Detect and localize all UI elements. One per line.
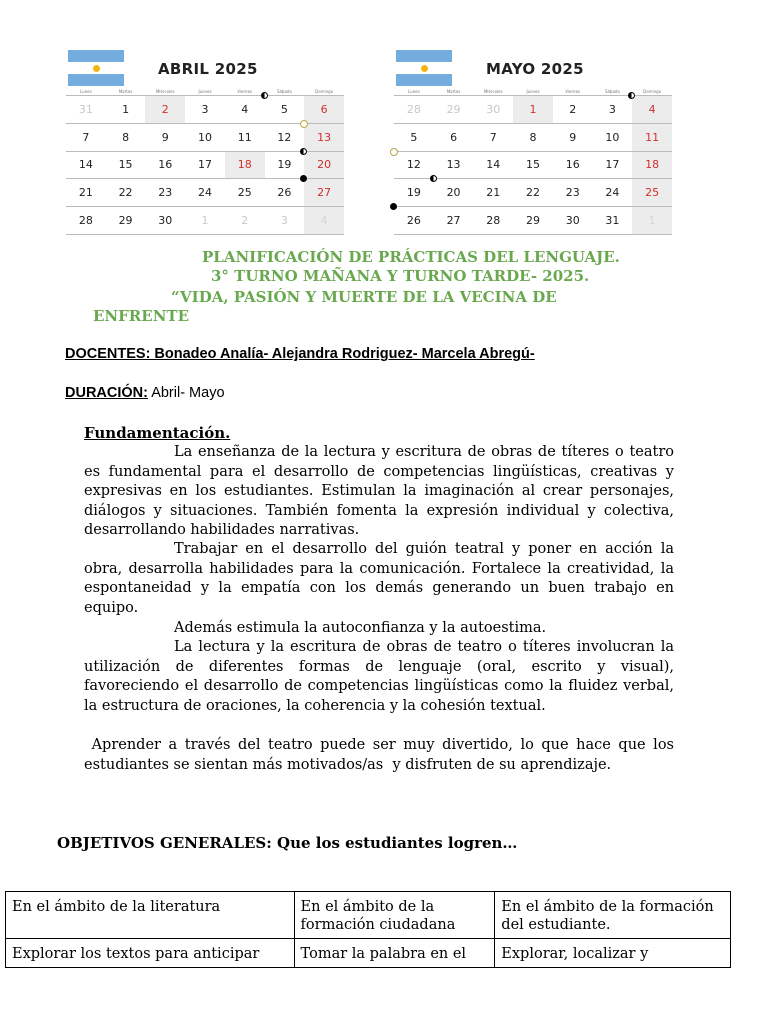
calendar-day-number: 16 <box>158 158 173 172</box>
calendar-day-number: 22 <box>118 186 133 200</box>
calendar-day-number: 9 <box>161 130 169 144</box>
weekday-label: Domingo <box>643 89 662 94</box>
calendar-day-number: 13 <box>446 158 461 172</box>
paragraph-text: La lectura y la escritura de obras de teatro o títeres involucran la utilización de diferentes formas de lenguaje (oral, escrito y visual), favoreciendo el desarrollo de competencias lingüísticas como la fluidez verbal, la estructura de oraciones, la coherencia y la cohesión textual. <box>84 639 674 714</box>
calendar-day <box>185 124 225 152</box>
calendar-day-number: 13 <box>317 130 332 144</box>
paragraph-text: La enseñanza de la lectura y escritura de obras de títeres o teatro es fundamental para el desarrollo de competencias lingüísticas, creativas y expresivas en los estudiantes. Estimulan la imaginación al crear personajes, diálogos y situaciones. También fomenta la expresión individual y colectiva, desarrollando habilidades narrativas. <box>84 444 674 538</box>
calendar-day <box>265 152 305 180</box>
new-moon-icon <box>390 203 397 210</box>
weekday-label: Lunes <box>79 89 92 94</box>
calendar-day <box>632 124 672 152</box>
calendar-day <box>434 179 474 207</box>
calendar-day-number: 23 <box>565 186 580 200</box>
weekday-label: Martes <box>118 89 133 94</box>
calendar-day <box>394 124 434 152</box>
calendar-day <box>66 124 106 152</box>
calendar-day-number: 31 <box>605 214 620 228</box>
title-line-1: PLANIFICACIÓN DE PRÁCTICAS DEL LENGUAJE. <box>202 248 620 266</box>
calendar-day-number: 12 <box>406 158 421 172</box>
calendar-day <box>66 207 106 235</box>
calendar-day <box>225 96 265 124</box>
calendar-day-number: 1 <box>529 102 537 116</box>
calendar-month-title: ABRIL 2025 <box>158 60 258 78</box>
weekday-label: Lunes <box>407 89 420 94</box>
argentina-flag-icon <box>396 50 452 86</box>
calendar-day <box>593 96 633 124</box>
calendar-day-number: 12 <box>277 130 292 144</box>
calendar-day <box>304 124 344 152</box>
full-moon-icon <box>390 148 398 156</box>
calendar-day-number: 7 <box>82 130 90 144</box>
calendar-day-number: 16 <box>565 158 580 172</box>
calendar-day <box>265 124 305 152</box>
objetivos-heading: OBJETIVOS GENERALES: Que los estudiantes logren… <box>57 834 518 852</box>
calendar-day-number: 2 <box>161 102 169 116</box>
calendar-day-number: 18 <box>645 158 660 172</box>
calendar-day <box>593 179 633 207</box>
weekday-label: Jueves <box>526 89 540 94</box>
argentina-flag-icon <box>68 50 124 86</box>
calendar-day-number: 11 <box>237 130 252 144</box>
calendar-abril <box>66 48 344 236</box>
fundamentacion-paragraph-4 <box>84 638 674 716</box>
calendar-day-number: 22 <box>525 186 540 200</box>
calendar-day-number: 26 <box>406 214 421 228</box>
calendar-day-number: 28 <box>406 102 421 116</box>
calendar-day-number: 17 <box>605 158 620 172</box>
calendar-day <box>553 124 593 152</box>
calendar-day <box>434 207 474 235</box>
calendar-day <box>106 207 146 235</box>
table-header-row <box>6 892 731 939</box>
calendar-grid <box>394 95 672 235</box>
fundamentacion-paragraph-3 <box>84 619 674 639</box>
calendar-day-number: 27 <box>446 214 461 228</box>
calendar-day <box>473 124 513 152</box>
calendar-day <box>394 207 434 235</box>
table-cell: En el ámbito de la formación ciudadana <box>294 892 495 939</box>
calendar-day <box>394 179 434 207</box>
calendar-day-number: 17 <box>197 158 212 172</box>
calendar-day-number: 30 <box>158 214 173 228</box>
calendar-day <box>593 207 633 235</box>
calendar-day <box>145 207 185 235</box>
calendar-day-number: 1 <box>648 214 656 228</box>
calendar-day <box>434 96 474 124</box>
weekday-label: Viernes <box>237 89 253 94</box>
calendar-day <box>145 152 185 180</box>
calendar-day-number: 28 <box>486 214 501 228</box>
calendar-day <box>553 96 593 124</box>
calendar-day <box>106 124 146 152</box>
calendar-day <box>473 152 513 180</box>
weekday-label: Sábado <box>276 89 292 94</box>
calendar-day <box>265 96 305 124</box>
docentes-line: DOCENTES: Bonadeo Analía- Alejandra Rodriguez- Marcela Abregú- <box>65 346 535 362</box>
calendar-day-number: 19 <box>277 158 292 172</box>
weekday-label: Miércoles <box>155 89 175 94</box>
new-moon-icon <box>300 175 307 182</box>
calendar-day <box>106 152 146 180</box>
calendar-day-number: 29 <box>446 102 461 116</box>
calendar-day-number: 6 <box>450 130 458 144</box>
calendar-day <box>145 124 185 152</box>
calendar-day-number: 24 <box>197 186 212 200</box>
calendar-day-number: 30 <box>565 214 580 228</box>
calendar-day <box>513 179 553 207</box>
calendar-day-number: 14 <box>486 158 501 172</box>
duracion-label: DURACIÓN: <box>65 385 148 401</box>
full-moon-icon <box>300 120 308 128</box>
calendar-day <box>66 179 106 207</box>
title-line-4: ENFRENTE <box>93 307 189 325</box>
calendar-day-number: 29 <box>118 214 133 228</box>
calendar-day <box>106 179 146 207</box>
calendar-day <box>473 179 513 207</box>
calendar-day-number: 4 <box>320 214 328 228</box>
calendar-day-number: 24 <box>605 186 620 200</box>
calendar-day-number: 4 <box>241 102 249 116</box>
calendar-day-number: 31 <box>78 102 93 116</box>
calendar-day <box>304 207 344 235</box>
fundamentacion-paragraph-1 <box>84 443 674 541</box>
calendar-day-number: 20 <box>317 158 332 172</box>
calendar-day <box>513 124 553 152</box>
calendar-day <box>185 179 225 207</box>
calendar-day-number: 30 <box>486 102 501 116</box>
calendar-day-number: 14 <box>78 158 93 172</box>
calendar-day-number: 21 <box>486 186 501 200</box>
calendar-day <box>225 179 265 207</box>
calendar-mayo <box>394 48 672 236</box>
calendar-day-number: 20 <box>446 186 461 200</box>
calendar-day <box>632 152 672 180</box>
calendar-day <box>434 152 474 180</box>
quarter-moon-icon <box>430 175 437 182</box>
calendar-day <box>553 152 593 180</box>
table-cell: Tomar la palabra en el <box>294 939 495 968</box>
quarter-moon-icon <box>261 92 268 99</box>
calendar-day-number: 1 <box>122 102 130 116</box>
paragraph-text: Trabajar en el desarrollo del guión teatral y poner en acción la obra, desarrolla habilidades para la comunicación. Fortalece la creatividad, la espontaneidad y la empatía con los demás generando un buen trabajo en equipo. <box>84 541 674 616</box>
calendar-day <box>553 179 593 207</box>
calendar-day-number: 18 <box>237 158 252 172</box>
calendar-day <box>304 96 344 124</box>
calendar-day-number: 1 <box>201 214 209 228</box>
calendar-day <box>225 152 265 180</box>
calendar-day <box>145 96 185 124</box>
calendar-day <box>593 152 633 180</box>
calendar-day <box>265 207 305 235</box>
objetivos-table <box>5 891 731 968</box>
calendar-grid <box>66 95 344 235</box>
calendar-day-number: 9 <box>569 130 577 144</box>
fundamentacion-heading: Fundamentación. <box>84 424 231 442</box>
calendar-day-number: 28 <box>78 214 93 228</box>
calendar-day <box>185 207 225 235</box>
calendar-day-number: 10 <box>605 130 620 144</box>
calendar-day-number: 8 <box>122 130 130 144</box>
table-cell: Explorar, localizar y <box>495 939 731 968</box>
table-cell: En el ámbito de la formación del estudiante. <box>495 892 731 939</box>
calendar-day <box>304 179 344 207</box>
calendar-day-number: 23 <box>158 186 173 200</box>
calendar-day <box>225 207 265 235</box>
calendar-day <box>513 207 553 235</box>
calendar-day-number: 4 <box>648 102 656 116</box>
calendar-day-number: 6 <box>320 102 328 116</box>
calendar-day <box>394 152 434 180</box>
paragraph-text: Además estimula la autoconfianza y la autoestima. <box>174 620 547 636</box>
table-cell: Explorar los textos para anticipar <box>6 939 295 968</box>
table-cell: En el ámbito de la literatura <box>6 892 295 939</box>
calendar-day <box>394 96 434 124</box>
calendar-day-number: 3 <box>201 102 209 116</box>
quarter-moon-icon <box>628 92 635 99</box>
calendar-day <box>304 152 344 180</box>
fundamentacion-paragraph-5 <box>84 736 679 775</box>
calendar-day <box>513 96 553 124</box>
calendar-day-number: 19 <box>406 186 421 200</box>
weekday-label: Martes <box>446 89 461 94</box>
calendar-day <box>66 96 106 124</box>
table-row <box>6 939 731 968</box>
calendar-day <box>434 124 474 152</box>
weekday-label: Jueves <box>198 89 212 94</box>
calendar-day <box>593 124 633 152</box>
calendar-day <box>473 207 513 235</box>
calendar-day <box>632 96 672 124</box>
paragraph-text: Aprender a través del teatro puede ser muy divertido, lo que hace que los estudiantes se sientan más motivados/as y disfruten de su aprendizaje. <box>84 737 679 773</box>
calendar-day-number: 27 <box>317 186 332 200</box>
calendar-month-title: MAYO 2025 <box>486 60 584 78</box>
calendar-day-number: 2 <box>241 214 249 228</box>
weekday-label: Viernes <box>565 89 581 94</box>
weekday-label: Domingo <box>315 89 334 94</box>
calendar-day <box>553 207 593 235</box>
calendar-day <box>185 96 225 124</box>
calendar-day-number: 8 <box>529 130 537 144</box>
calendar-day <box>66 152 106 180</box>
calendar-day <box>473 96 513 124</box>
calendar-day-number: 15 <box>525 158 540 172</box>
weekday-label: Miércoles <box>483 89 503 94</box>
calendar-day-number: 3 <box>280 214 288 228</box>
calendar-day-number: 15 <box>118 158 133 172</box>
calendar-day <box>106 96 146 124</box>
calendar-day <box>185 152 225 180</box>
calendar-day-number: 25 <box>645 186 660 200</box>
calendar-day-number: 10 <box>197 130 212 144</box>
calendar-day-number: 29 <box>525 214 540 228</box>
fundamentacion-paragraph-2 <box>84 540 674 618</box>
quarter-moon-icon <box>300 148 307 155</box>
title-line-3: “VIDA, PASIÓN Y MUERTE DE LA VECINA DE <box>171 288 557 306</box>
calendar-day-number: 5 <box>410 130 418 144</box>
calendar-day-number: 25 <box>237 186 252 200</box>
calendar-day <box>265 179 305 207</box>
calendar-day-number: 26 <box>277 186 292 200</box>
calendar-day <box>632 179 672 207</box>
calendar-day-number: 5 <box>280 102 288 116</box>
calendar-day-number: 3 <box>608 102 616 116</box>
calendar-day-number: 11 <box>645 130 660 144</box>
duracion-line <box>65 385 225 401</box>
calendar-day <box>145 179 185 207</box>
calendar-day <box>513 152 553 180</box>
calendar-day-number: 2 <box>569 102 577 116</box>
calendar-day <box>632 207 672 235</box>
calendar-day-number: 21 <box>78 186 93 200</box>
calendar-day-number: 7 <box>489 130 497 144</box>
title-line-2: 3° TURNO MAÑANA Y TURNO TARDE- 2025. <box>211 267 590 285</box>
calendar-day <box>225 124 265 152</box>
weekday-label: Sábado <box>604 89 620 94</box>
duracion-value: Abril- Mayo <box>147 385 225 401</box>
